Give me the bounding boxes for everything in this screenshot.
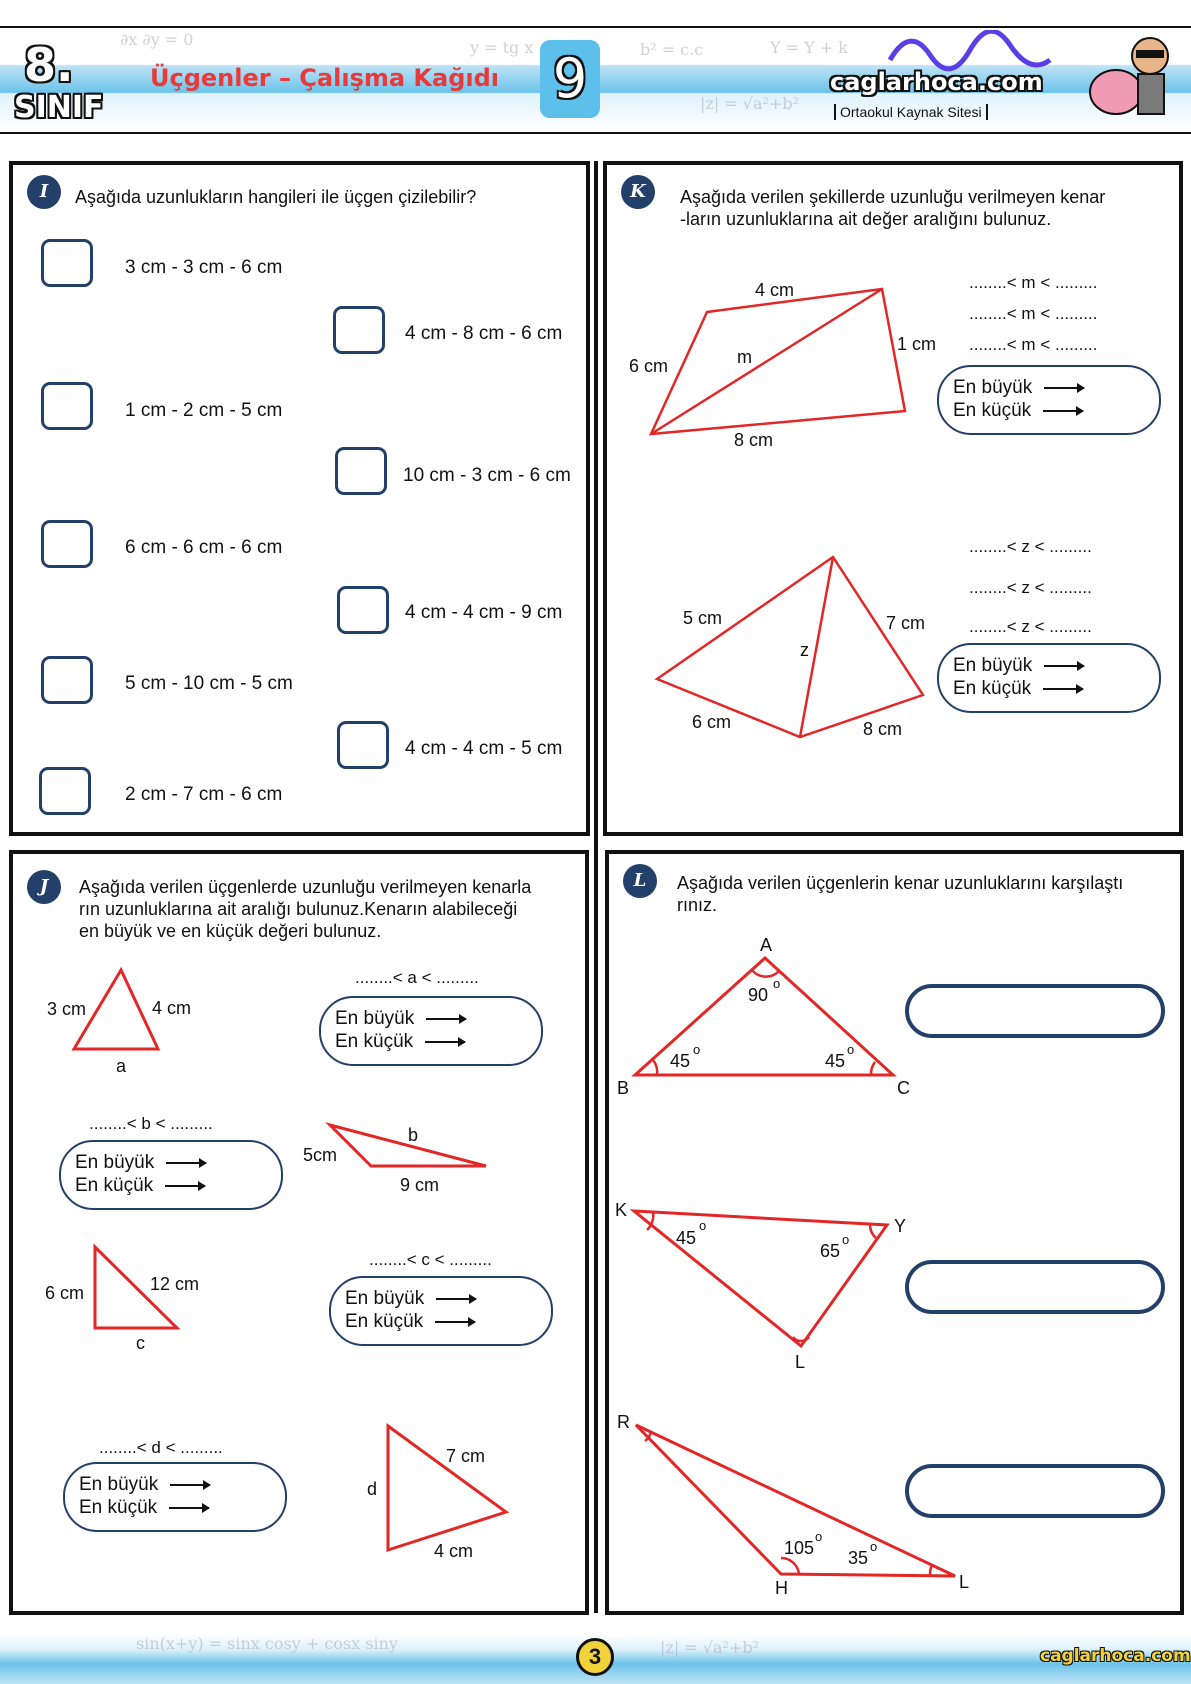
inequality-m: ........< m < .........: [969, 335, 1098, 354]
quadrilateral-z: [657, 557, 926, 737]
label-m: m: [737, 347, 752, 367]
inequality-b: ........< b < .........: [89, 1114, 213, 1133]
label-3cm: 3 cm: [47, 999, 87, 1019]
math-decoration: ∂x ∂y = 0: [120, 30, 194, 49]
min-row: [953, 678, 1083, 700]
arrow-icon: [1043, 688, 1083, 690]
label-4cm: 4 cm: [434, 1541, 474, 1561]
max-row: [953, 377, 1084, 399]
inequality-a: ........< a < .........: [355, 968, 479, 987]
max-label: En büyük: [953, 655, 1033, 676]
option-label: 5 cm - 10 cm - 5 cm: [125, 673, 293, 694]
option-label: 4 cm - 8 cm - 6 cm: [405, 323, 563, 344]
section-l-badge: L: [623, 864, 657, 898]
inequality-c: ........< c < .........: [369, 1250, 492, 1269]
footer-page-number: 3: [576, 1638, 614, 1676]
option-label: 4 cm - 4 cm - 5 cm: [405, 738, 563, 759]
max-label: En büyük: [335, 1008, 415, 1029]
option-checkbox[interactable]: [337, 586, 389, 634]
min-label: En küçük: [335, 1031, 414, 1052]
min-label: En küçük: [345, 1311, 424, 1332]
max-row: [335, 1008, 466, 1030]
math-decoration: Y = Y + k: [770, 38, 848, 57]
math-decoration: |z| = √a²+b²: [700, 94, 799, 113]
math-decoration: |z| = √a²+b²: [660, 1638, 759, 1657]
degree-sign: o: [870, 1539, 878, 1554]
option-label: 1 cm - 2 cm - 5 cm: [125, 400, 283, 421]
arrow-icon: [165, 1185, 205, 1187]
triangle-d: [388, 1426, 506, 1550]
min-label: En küçük: [953, 400, 1032, 421]
inequality-m: ........< m < .........: [969, 304, 1098, 323]
min-row: [345, 1311, 475, 1333]
min-label: En küçük: [953, 678, 1032, 699]
inequality-z: ........< z < .........: [969, 537, 1092, 556]
angle-c-45: 45: [825, 1051, 846, 1071]
max-label: En büyük: [75, 1152, 155, 1173]
quadrilateral-figures: [607, 165, 1179, 832]
worksheet-page-number: 9: [540, 40, 600, 118]
math-decoration: y = tg x: [470, 38, 534, 57]
max-label: En büyük: [79, 1474, 159, 1495]
section-k-question-line1: Aşağıda verilen şekillerde uzunluğu verilmeyen kenar: [680, 187, 1106, 207]
label-6cm: 6 cm: [45, 1283, 85, 1303]
grade-number: 8.: [24, 38, 74, 92]
vertex-l: L: [795, 1352, 806, 1372]
arrow-icon: [170, 1484, 210, 1486]
degree-sign: o: [842, 1232, 850, 1247]
worksheet-title: Üçgenler – Çalışma Kağıdı: [150, 64, 500, 92]
degree-sign: o: [773, 976, 781, 991]
header-banner: [0, 26, 1191, 134]
arrow-icon: [436, 1298, 476, 1300]
label-z: z: [800, 640, 809, 660]
section-l-question-line2: rınız.: [677, 895, 718, 915]
option-label: 6 cm - 6 cm - 6 cm: [125, 537, 283, 558]
section-j-badge: J: [27, 870, 61, 904]
option-checkbox[interactable]: [333, 306, 385, 354]
inequality-z: ........< z < .........: [969, 578, 1092, 597]
option-checkbox[interactable]: [337, 721, 389, 769]
option-label: 3 cm - 3 cm - 6 cm: [125, 257, 283, 278]
label-d: d: [367, 1479, 378, 1499]
option-label: 10 cm - 3 cm - 6 cm: [403, 465, 571, 486]
max-row: [953, 655, 1084, 677]
label-4cm: 4 cm: [755, 280, 795, 300]
option-checkbox[interactable]: [39, 767, 91, 815]
arrow-icon: [166, 1162, 206, 1164]
angle-y-65: 65: [820, 1241, 841, 1261]
degree-sign: o: [699, 1218, 707, 1233]
arrow-icon: [1044, 665, 1084, 667]
label-5cm: 5cm: [303, 1145, 338, 1165]
arrow-icon: [425, 1041, 465, 1043]
label-7cm: 7 cm: [886, 613, 926, 633]
answer-pill-a[interactable]: [319, 996, 543, 1066]
option-label: 4 cm - 4 cm - 9 cm: [405, 602, 563, 623]
triangle-a: [74, 970, 158, 1049]
label-a: a: [116, 1056, 127, 1076]
option-checkbox[interactable]: [335, 447, 387, 495]
section-k-question-line2: -ların uzunluklarına ait değer aralığını bulunuz.: [680, 209, 1052, 229]
angle-k-45: 45: [676, 1228, 697, 1248]
min-label: En küçük: [79, 1497, 158, 1518]
vertex-l: L: [959, 1572, 970, 1592]
angle-b-45: 45: [670, 1051, 691, 1071]
answer-pill-m[interactable]: [937, 365, 1161, 435]
option-checkbox[interactable]: [41, 520, 93, 568]
min-row: [335, 1031, 465, 1053]
answer-box-abc[interactable]: [905, 984, 1165, 1038]
column-divider: [594, 161, 598, 1613]
vertex-c: C: [897, 1078, 910, 1098]
section-j-question-line3: en büyük ve en küçük değeri bulunuz.: [79, 921, 382, 941]
degree-sign: o: [693, 1042, 701, 1057]
label-6cm: 6 cm: [692, 712, 732, 732]
min-row: [75, 1175, 205, 1197]
arrow-icon: [1043, 410, 1083, 412]
section-i-panel: [9, 161, 590, 836]
inequality-m: ........< m < .........: [969, 273, 1098, 292]
label-8cm: 8 cm: [863, 719, 903, 739]
section-j-question-line2: rın uzunluklarına ait aralığı bulunuz.Kenarın alabileceği: [79, 899, 518, 919]
option-checkbox[interactable]: [41, 239, 93, 287]
inequality-z: ........< z < .........: [969, 617, 1092, 636]
label-1cm: 1 cm: [897, 334, 937, 354]
vertex-k: K: [615, 1200, 628, 1220]
vertex-r: R: [617, 1412, 630, 1432]
math-decoration: b² = c.c: [640, 40, 704, 59]
degree-sign: o: [815, 1529, 823, 1544]
label-9cm: 9 cm: [400, 1175, 440, 1195]
answer-pill-z[interactable]: [937, 643, 1161, 713]
section-l-panel: [605, 850, 1184, 1615]
arrow-icon: [435, 1321, 475, 1323]
site-logo: caglarhoca.com: [830, 68, 1043, 96]
angle-l-35: 35: [848, 1548, 869, 1568]
vertex-y: Y: [894, 1216, 907, 1236]
option-checkbox[interactable]: [41, 382, 93, 430]
max-row: [345, 1288, 476, 1310]
arrow-icon: [169, 1507, 209, 1509]
footer-site-logo: caglarhoca.com: [1040, 1646, 1191, 1666]
answer-pill-c[interactable]: [329, 1276, 553, 1346]
answer-pill-b[interactable]: [59, 1140, 283, 1210]
section-j-question-line1: Aşağıda verilen üçgenlerde uzunluğu verilmeyen kenarla: [79, 877, 532, 897]
vertex-a: A: [760, 935, 773, 955]
angle-a-90: 90: [748, 985, 769, 1005]
label-4cm: 4 cm: [152, 998, 192, 1018]
quadrilateral-m: [651, 289, 905, 434]
label-7cm: 7 cm: [446, 1446, 486, 1466]
min-label: En küçük: [75, 1175, 154, 1196]
min-row: [79, 1497, 209, 1519]
section-l-question-line1: Aşağıda verilen üçgenlerin kenar uzunluklarını karşılaştı: [677, 873, 1124, 893]
section-i-badge: I: [27, 175, 61, 209]
label-b: b: [408, 1125, 419, 1145]
math-decoration: sin(x+y) = sinx cosy + cosx siny: [136, 1634, 398, 1653]
answer-pill-d[interactable]: [63, 1462, 287, 1532]
site-subtitle: Ortaokul Kaynak Sitesi: [834, 104, 988, 120]
section-i-question: Aşağıda uzunlukların hangileri ile üçgen çizilebilir?: [75, 187, 477, 207]
vertex-b: B: [617, 1078, 630, 1098]
label-c: c: [136, 1333, 145, 1353]
option-checkbox[interactable]: [41, 656, 93, 704]
answer-box-rhl[interactable]: [905, 1464, 1165, 1518]
max-label: En büyük: [345, 1288, 425, 1309]
section-j-panel: [9, 850, 589, 1615]
max-label: En büyük: [953, 377, 1033, 398]
section-k-badge: K: [621, 175, 655, 209]
footer-banner: [0, 1634, 1191, 1684]
option-label: 2 cm - 7 cm - 6 cm: [125, 784, 283, 805]
arrow-icon: [1044, 387, 1084, 389]
answer-box-kyl[interactable]: [905, 1260, 1165, 1314]
label-12cm: 12 cm: [150, 1274, 200, 1294]
max-row: [75, 1152, 206, 1174]
teacher-avatar-icon: [1080, 30, 1188, 130]
inequality-d: ........< d < .........: [99, 1438, 223, 1457]
vertex-h: H: [775, 1578, 788, 1598]
label-5cm: 5 cm: [683, 608, 723, 628]
section-k-panel: [603, 161, 1183, 836]
label-6cm: 6 cm: [629, 356, 669, 376]
arrow-icon: [426, 1018, 466, 1020]
max-row: [79, 1474, 210, 1496]
degree-sign: o: [847, 1042, 855, 1057]
angle-h-105: 105: [784, 1538, 815, 1558]
grade-label: SINIF: [14, 90, 104, 125]
label-8cm: 8 cm: [734, 430, 774, 450]
min-row: [953, 400, 1083, 422]
